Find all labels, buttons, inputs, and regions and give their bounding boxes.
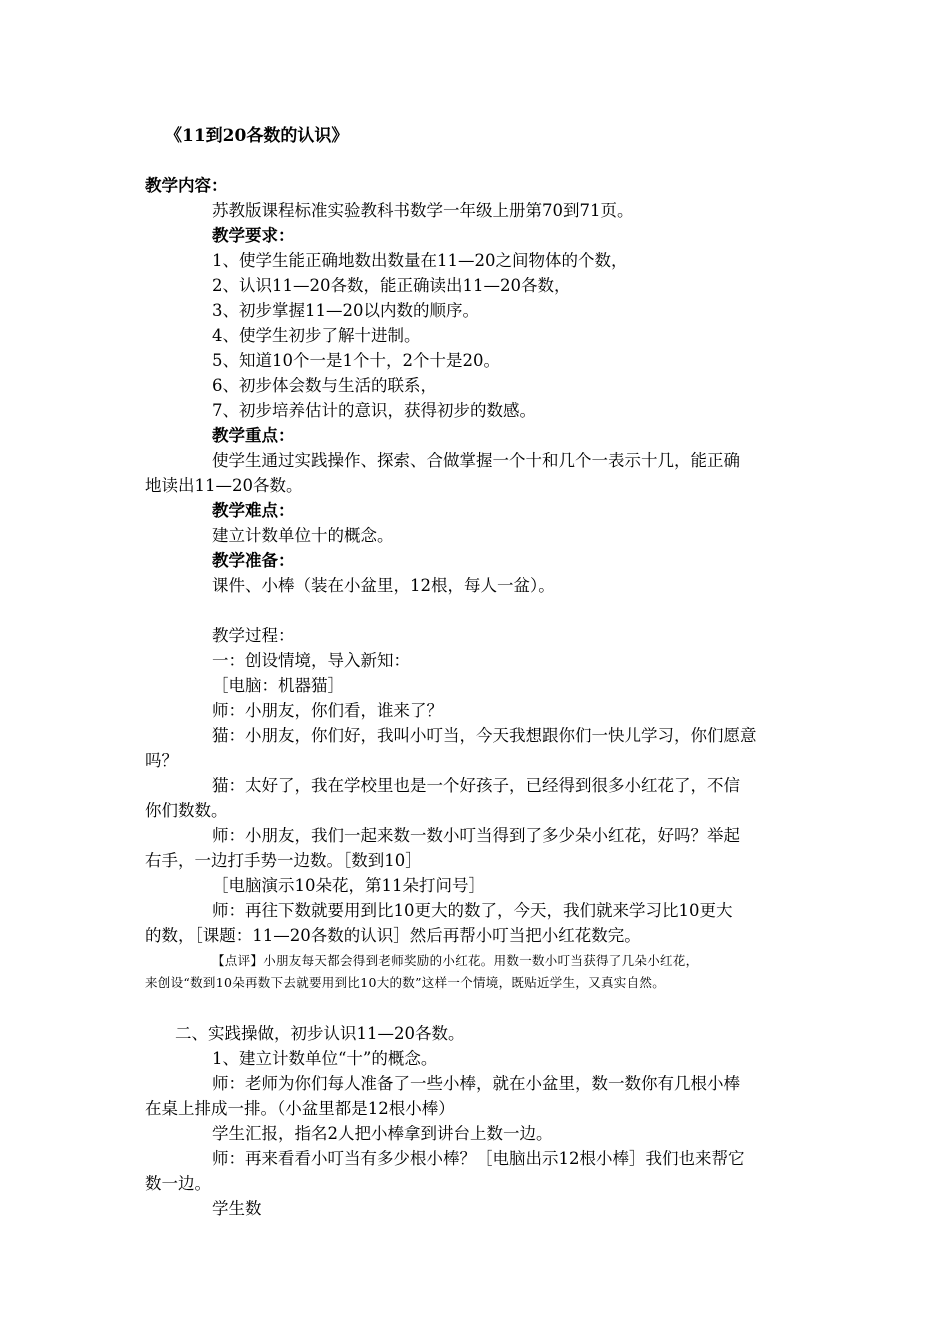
content-text: 苏教版课程标准实验教科书数学一年级上册第70到71页。 [212, 201, 634, 220]
requirement-item: 7、初步培养估计的意识，获得初步的数感。 [212, 401, 536, 420]
requirement-item: 3、初步掌握11—20以内数的顺序。 [212, 301, 479, 320]
process-line: 师：老师为你们每人准备了一些小棒，就在小盆里，数一数你有几根小棒 [212, 1074, 740, 1093]
key-points-text: 地读出11—20各数。 [145, 476, 303, 495]
section-two-heading: 二、实践操做，初步认识11—20各数。 [175, 1024, 465, 1043]
process-line: 在桌上排成一排。（小盆里都是12根小棒） [145, 1099, 455, 1118]
requirement-item: 4、使学生初步了解十进制。 [212, 326, 421, 345]
process-line: 师：小朋友，我们一起来数一数小叮当得到了多少朵小红花，好吗？举起 [212, 826, 740, 845]
process-line: 一：创设情境，导入新知： [212, 651, 410, 670]
process-line: 吗？ [145, 751, 178, 770]
requirements-heading: 教学要求： [212, 226, 295, 245]
process-line: 猫：太好了，我在学校里也是一个好孩子，已经得到很多小红花了，不信 [212, 776, 740, 795]
process-line: 师：再来看看小叮当有多少根小棒？［电脑出示12根小棒］我们也来帮它 [212, 1149, 745, 1168]
process-line: 数一边。 [145, 1174, 211, 1193]
requirement-item: 1、使学生能正确地数出数量在11—20之间物体的个数， [212, 251, 628, 270]
section-two-subheading: 1、建立计数单位“十”的概念。 [212, 1049, 438, 1068]
content-heading: 教学内容： [145, 176, 228, 195]
process-line: 猫：小朋友，你们好，我叫小叮当，今天我想跟你们一快儿学习，你们愿意 [212, 726, 757, 745]
comment-line: 【点评】小朋友每天都会得到老师奖励的小红花。用数一数小叮当获得了几朵小红花， [212, 953, 699, 968]
difficulty-text: 建立计数单位十的概念。 [212, 526, 394, 545]
process-line: ［电脑：机器猫］ [212, 676, 344, 695]
process-line: ［电脑演示10朵花，第11朵打问号］ [212, 876, 485, 895]
process-line: 师：再往下数就要用到比10更大的数了，今天，我们就来学习比10更大 [212, 901, 733, 920]
document-title: 《11到20各数的认识》 [165, 126, 349, 146]
process-line: 学生汇报，指名2人把小棒拿到讲台上数一边。 [212, 1124, 553, 1143]
process-heading: 教学过程： [212, 626, 295, 645]
preparation-text: 课件、小棒（装在小盆里，12根，每人一盆）。 [212, 576, 555, 595]
process-line: 的数，［课题：11—20各数的认识］然后再帮小叮当把小红花数完。 [145, 926, 641, 945]
key-points-heading: 教学重点： [212, 426, 295, 445]
comment-line: 来创设“数到10朵再数下去就要用到比10大的数”这样一个情境，既贴近学生，又真实自然。 [145, 975, 665, 990]
difficulty-heading: 教学难点： [212, 501, 295, 520]
requirement-item: 6、初步体会数与生活的联系， [212, 376, 437, 395]
process-line: 师：小朋友，你们看，谁来了？ [212, 701, 443, 720]
requirement-item: 5、知道10个一是1个十，2个十是20。 [212, 351, 500, 370]
preparation-heading: 教学准备： [212, 551, 295, 570]
process-line: 你们数数。 [145, 801, 228, 820]
requirement-item: 2、认识11—20各数，能正确读出11—20各数， [212, 276, 571, 295]
process-line: 学生数 [212, 1199, 262, 1218]
key-points-text: 使学生通过实践操作、探索、合做掌握一个十和几个一表示十几，能正确 [212, 451, 740, 470]
process-line: 右手，一边打手势一边数。［数到10］ [145, 851, 422, 870]
